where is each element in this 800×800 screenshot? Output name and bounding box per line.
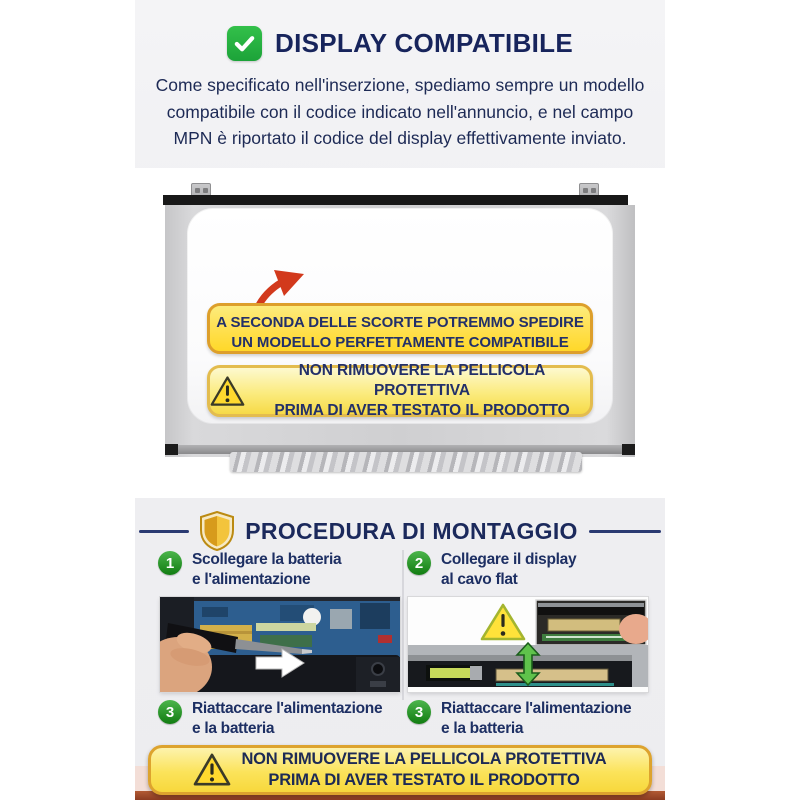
film-warning-line1: NON RIMUOVERE LA PELLICOLA PROTETTIVA — [298, 361, 546, 399]
step-2-photo — [408, 597, 648, 692]
film-warning-text — [254, 361, 590, 421]
shield-icon — [200, 511, 234, 551]
step-1-photo — [160, 597, 400, 692]
warning-triangle-icon — [193, 753, 231, 787]
step-3-right-label: Riattaccare l'alimentazione e la batteria — [441, 700, 632, 738]
rule-left — [139, 530, 189, 533]
warning-triangle-icon — [210, 375, 245, 408]
content-strip — [135, 0, 665, 800]
shipping-note — [207, 303, 593, 354]
step-3-right-number: 3 — [407, 700, 431, 724]
shipping-note-line1: A SECONDA DELLE SCORTE POTREMMO SPEDIRE — [216, 314, 584, 331]
step-1 — [158, 550, 341, 590]
step-3-left-number: 3 — [158, 700, 182, 724]
step-2-label: Collegare il display al cavo flat — [441, 551, 577, 589]
panel-foil-cable — [230, 452, 582, 472]
step-1-number: 1 — [158, 551, 182, 575]
step-3-left-label: Riattaccare l'alimentazione e la batteria — [192, 700, 383, 738]
footer-warning-line2: PRIMA DI AVER TESTATO IL PRODOTTO — [268, 771, 580, 789]
rule-right — [589, 530, 661, 533]
footer-warning-line1: NON RIMUOVERE LA PELLICOLA PROTETTIVA — [241, 750, 607, 769]
step-2-number: 2 — [407, 551, 431, 575]
footer-warning-text — [241, 749, 606, 790]
step-1-label: Scollegare la batteria e l'alimentazione — [192, 551, 342, 589]
step-3-left — [158, 699, 382, 739]
procedure-header — [135, 511, 665, 551]
column-divider — [402, 550, 404, 700]
panel-top-bezel — [163, 195, 628, 205]
intro-paragraph: Come specificato nell'inserzione, spediamo sempre un modello compatibile con il codice indicato nell'annuncio, e nel campo MPN è riportato il codice del display effettivamente inviato. — [155, 75, 645, 149]
connector-inset-photo — [536, 600, 648, 645]
film-warning-line2: PRIMA DI AVER TESTATO IL PRODOTTO — [274, 402, 570, 420]
footer-warning-banner — [148, 745, 652, 795]
check-icon — [227, 26, 262, 61]
step-3-right — [407, 699, 631, 739]
shipping-note-line2: UN MODELLO PERFETTAMENTE COMPATIBILE — [231, 333, 569, 351]
panel-photo — [135, 168, 665, 498]
header — [135, 26, 665, 61]
film-warning-note — [207, 361, 593, 420]
step-2 — [407, 550, 576, 590]
page-title: DISPLAY COMPATIBILE — [275, 28, 573, 58]
procedure-title: PROCEDURA DI MONTAGGIO — [245, 517, 578, 544]
